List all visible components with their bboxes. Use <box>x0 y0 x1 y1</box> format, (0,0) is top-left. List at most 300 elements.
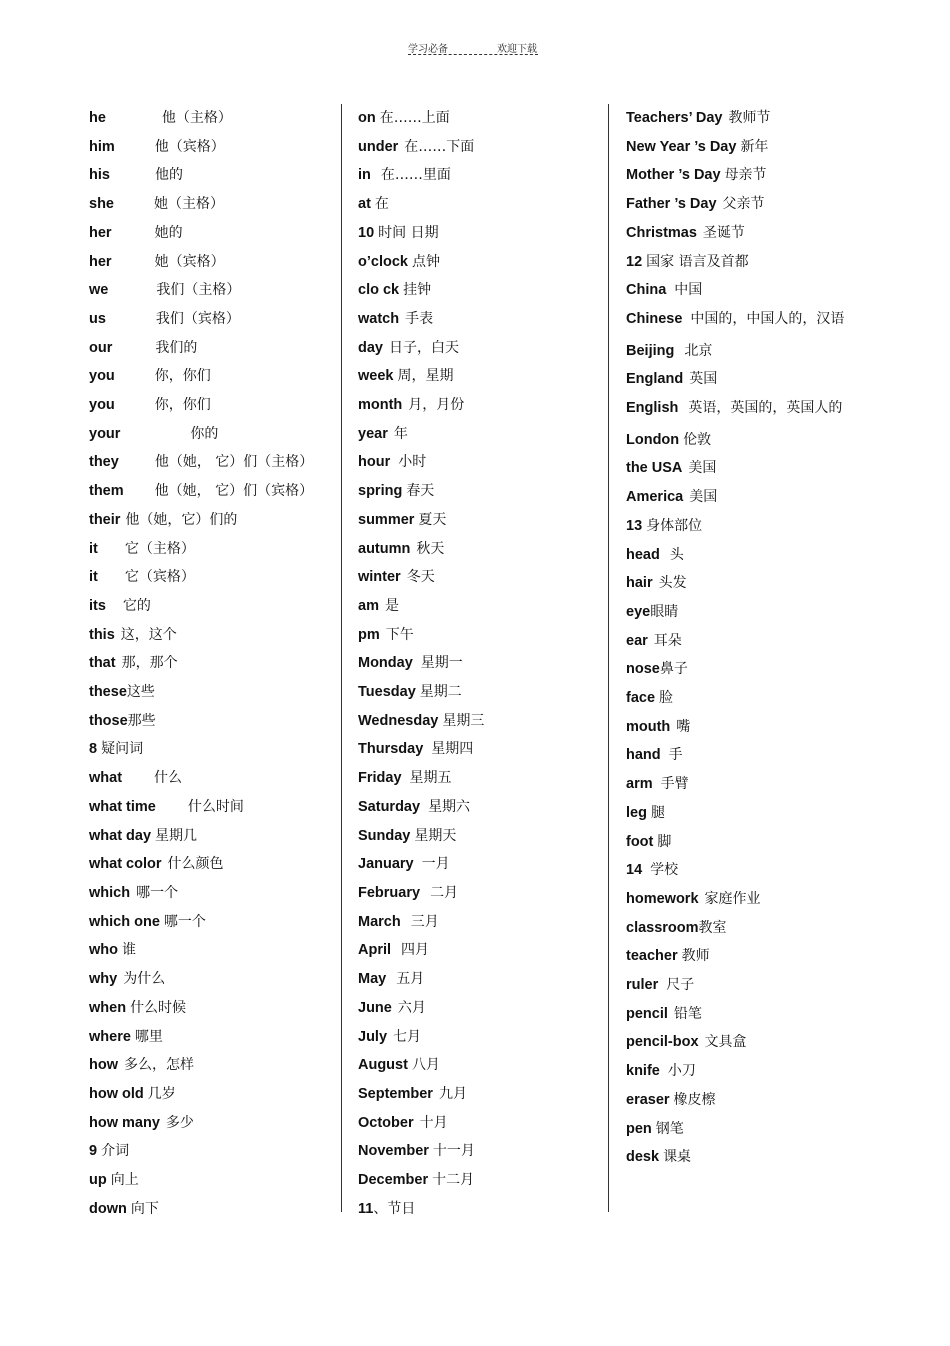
english-word: year <box>358 425 388 442</box>
chinese-meaning: 哪里 <box>134 1028 163 1045</box>
vocab-entry <box>626 1086 851 1115</box>
english-word: Father ’s Day <box>626 196 717 213</box>
chinese-meaning: 他（主格） <box>161 110 232 126</box>
chinese-meaning: 她（主格） <box>154 196 224 213</box>
english-word: which one <box>89 913 160 930</box>
english-word: homework <box>626 890 699 907</box>
english-word: leg <box>626 804 647 821</box>
english-word: at <box>358 196 371 213</box>
chinese-meaning: 什么 <box>154 770 183 787</box>
english-word: under <box>358 138 399 155</box>
english-word: May <box>358 971 387 988</box>
vocab-entry <box>626 1028 851 1057</box>
vocab-entry <box>626 365 851 394</box>
vocab-entry <box>626 133 851 162</box>
vocab-entry <box>358 535 618 564</box>
english-word: watch <box>358 310 400 327</box>
chinese-meaning: 向上 <box>110 1172 139 1189</box>
chinese-meaning: 鼻子 <box>659 661 688 678</box>
english-word: o’clock <box>358 253 408 270</box>
english-word: hand <box>626 747 661 764</box>
english-word: mouth <box>626 718 671 735</box>
vocab-entry <box>626 426 851 455</box>
vocab-entry <box>358 879 618 908</box>
chinese-meaning: 什么颜色 <box>167 856 224 873</box>
vocab-entry <box>358 1109 618 1138</box>
vocab-entry <box>358 104 618 133</box>
vocab-entry <box>626 305 851 337</box>
vocab-entry <box>358 908 618 937</box>
vocab-entry <box>626 971 851 1000</box>
vocab-entry <box>89 248 349 277</box>
chinese-meaning: 你的 <box>190 425 219 442</box>
english-word: where <box>89 1028 131 1045</box>
vocab-column-1 <box>89 104 349 1223</box>
chinese-meaning: 我们（主格） <box>156 282 241 299</box>
vocab-entry <box>358 219 618 248</box>
english-word: autumn <box>358 540 411 557</box>
english-word: am <box>358 597 379 614</box>
vocab-entry <box>89 391 349 420</box>
chinese-meaning: 五月 <box>396 971 425 988</box>
chinese-meaning: 多少 <box>165 1114 194 1131</box>
vocab-entry <box>358 161 618 190</box>
chinese-meaning: 六月 <box>397 999 426 1016</box>
english-word: these <box>89 684 127 701</box>
vocab-entry <box>358 994 618 1023</box>
english-word: it <box>89 540 98 557</box>
chinese-meaning: 课桌 <box>663 1149 692 1166</box>
vocab-entry <box>626 1143 851 1172</box>
vocab-entry <box>358 965 618 994</box>
english-word: how old <box>89 1085 144 1102</box>
english-word: how many <box>89 1114 160 1131</box>
chinese-meaning: 学校 <box>650 862 679 879</box>
chinese-meaning: 英国 <box>689 371 718 388</box>
vocab-entry <box>89 965 349 994</box>
vocab-entry <box>89 420 349 449</box>
vocab-entry <box>89 1109 349 1138</box>
chinese-meaning: 手 <box>668 747 683 764</box>
english-word: China <box>626 282 667 299</box>
chinese-meaning: 嘴 <box>676 718 691 735</box>
chinese-meaning: 谁 <box>122 942 136 959</box>
chinese-meaning: 月，月份 <box>408 397 465 414</box>
chinese-meaning: 这，这个 <box>120 626 177 643</box>
vocab-entry <box>626 276 851 305</box>
english-word: what <box>89 770 123 787</box>
english-word: this <box>89 626 115 643</box>
english-word: she <box>89 196 114 213</box>
vocab-entry <box>89 850 349 879</box>
english-word: face <box>626 690 656 707</box>
english-word: summer <box>358 511 415 528</box>
chinese-meaning: 伦敦 <box>683 431 712 448</box>
chinese-meaning: 小时 <box>398 454 427 471</box>
chinese-meaning: 在 <box>374 196 389 213</box>
header-right-text: 欢迎下载 <box>497 44 537 55</box>
chinese-meaning: 你，你们 <box>154 368 211 385</box>
chinese-meaning: 向下 <box>130 1200 159 1217</box>
chinese-meaning: 冬天 <box>406 569 435 586</box>
english-word: their <box>89 511 121 528</box>
chinese-meaning: 春天 <box>406 483 435 500</box>
vocab-entry <box>626 655 851 684</box>
vocab-entry <box>358 276 618 305</box>
vocab-entry <box>358 448 618 477</box>
vocab-entry <box>626 104 851 133</box>
vocab-entry <box>89 678 349 707</box>
english-word: they <box>89 454 119 471</box>
chinese-meaning: 星期几 <box>155 827 198 844</box>
english-word: it <box>89 569 98 586</box>
chinese-meaning: 中国的，中国人的，汉语 <box>690 310 845 327</box>
chinese-meaning: 哪一个 <box>136 884 179 901</box>
chinese-meaning: 教师节 <box>728 110 771 126</box>
english-word: eraser <box>626 1091 670 1108</box>
chinese-meaning: 星期五 <box>409 770 452 787</box>
vocab-entry <box>626 337 851 366</box>
english-word: ruler <box>626 977 659 994</box>
english-word: those <box>89 712 128 729</box>
chinese-meaning: 我们（宾格） <box>155 310 240 327</box>
chinese-meaning: 圣诞节 <box>702 224 745 241</box>
chinese-meaning: 身体部位 <box>646 517 703 534</box>
english-word: head <box>626 546 660 563</box>
vocab-entry <box>626 248 851 277</box>
vocab-entry <box>89 649 349 678</box>
vocab-entry <box>626 885 851 914</box>
english-word: London <box>626 431 680 448</box>
english-word: teacher <box>626 948 678 965</box>
english-word: them <box>89 483 124 500</box>
chinese-meaning: 它（宾格） <box>124 569 195 586</box>
chinese-meaning: 介词 <box>101 1143 130 1160</box>
vocab-entry <box>626 190 851 219</box>
chinese-meaning: 星期二 <box>419 684 462 701</box>
chinese-meaning: 你，你们 <box>154 397 211 414</box>
english-word: down <box>89 1200 127 1217</box>
chinese-meaning: 七月 <box>393 1028 422 1045</box>
english-word: October <box>358 1114 414 1131</box>
english-word: England <box>626 371 684 388</box>
english-word: 8 <box>89 741 98 758</box>
chinese-meaning: 眼睛 <box>650 603 679 620</box>
vocab-entry <box>89 1137 349 1166</box>
chinese-meaning: 下午 <box>385 626 414 643</box>
vocab-entry <box>626 541 851 570</box>
english-word: 9 <box>89 1143 98 1160</box>
english-word: 13 <box>626 517 643 534</box>
english-word: her <box>89 224 112 241</box>
chinese-meaning: 脸 <box>659 690 674 707</box>
vocab-entry <box>358 850 618 879</box>
english-word: nose <box>626 661 660 678</box>
chinese-meaning: 挂钟 <box>403 282 432 299</box>
vocab-entry <box>89 1023 349 1052</box>
chinese-meaning: 头发 <box>658 575 687 592</box>
english-word: hair <box>626 575 653 592</box>
vocab-entry <box>358 649 618 678</box>
english-word: September <box>358 1085 433 1102</box>
english-word: 12 <box>626 253 643 270</box>
english-word: 14 <box>626 862 643 879</box>
chinese-meaning: 在……下面 <box>404 138 475 155</box>
vocab-entry <box>358 1023 618 1052</box>
vocab-entry <box>358 1195 618 1224</box>
english-word: English <box>626 400 679 417</box>
english-word: who <box>89 942 118 959</box>
vocab-entry <box>358 936 618 965</box>
chinese-meaning: 手表 <box>405 310 434 327</box>
vocab-entry <box>358 1051 618 1080</box>
vocab-entry <box>89 276 349 305</box>
english-word: he <box>89 110 106 126</box>
chinese-meaning: 秋天 <box>416 540 445 557</box>
chinese-meaning: 钢笔 <box>655 1120 684 1137</box>
english-word: December <box>358 1172 429 1189</box>
chinese-meaning: 那，那个 <box>121 655 178 672</box>
vocab-entry <box>358 1137 618 1166</box>
header-left-text: 学习必备 <box>408 44 448 55</box>
chinese-meaning: 他（她，它）们的 <box>125 511 238 528</box>
vocab-entry <box>89 190 349 219</box>
english-word: our <box>89 339 113 356</box>
chinese-meaning: 哪一个 <box>163 913 206 930</box>
chinese-meaning: 美国 <box>689 489 718 506</box>
chinese-meaning: 耳朵 <box>653 632 682 649</box>
chinese-meaning: 他的 <box>154 167 183 184</box>
english-word: that <box>89 655 116 672</box>
english-word: clo ck <box>358 282 400 299</box>
chinese-meaning: 教师 <box>681 948 710 965</box>
vocab-entry <box>89 908 349 937</box>
english-word: November <box>358 1143 429 1160</box>
english-word: what color <box>89 856 162 873</box>
vocab-entry <box>89 535 349 564</box>
english-word: Saturday <box>358 798 421 815</box>
english-word: you <box>89 397 115 414</box>
chinese-meaning: 疑问词 <box>101 741 144 758</box>
chinese-meaning: 什么时候 <box>130 999 187 1016</box>
chinese-meaning: 脚 <box>657 833 672 850</box>
chinese-meaning: 教室 <box>698 919 727 936</box>
vocab-entry <box>89 1051 349 1080</box>
english-word: what day <box>89 827 152 844</box>
chinese-meaning: 周，星期 <box>397 368 454 385</box>
chinese-meaning: 英语，英国的，英国人的 <box>688 400 843 417</box>
vocab-entry <box>89 793 349 822</box>
chinese-meaning: 尺子 <box>666 977 695 994</box>
chinese-meaning: 点钟 <box>411 253 440 270</box>
english-word: your <box>89 425 121 442</box>
english-word: Christmas <box>626 224 697 241</box>
chinese-meaning: 手臂 <box>660 776 689 793</box>
vocab-entry <box>89 1080 349 1109</box>
chinese-meaning: 他（宾格） <box>154 138 225 155</box>
chinese-meaning: 腿 <box>650 804 665 821</box>
vocab-entry <box>358 133 618 162</box>
vocab-entry <box>89 506 349 535</box>
english-word: pencil-box <box>626 1034 699 1051</box>
vocab-entry <box>626 219 851 248</box>
chinese-meaning: 橡皮檫 <box>673 1091 716 1108</box>
vocab-entry <box>358 190 618 219</box>
english-word: desk <box>626 1149 660 1166</box>
english-word: pm <box>358 626 380 643</box>
vocab-entry <box>358 563 618 592</box>
english-word: Beijing <box>626 342 675 359</box>
chinese-meaning: 她（宾格） <box>154 253 225 270</box>
english-word: Monday <box>358 655 413 672</box>
english-word: in <box>358 167 371 184</box>
chinese-meaning: 小刀 <box>667 1063 696 1080</box>
chinese-meaning: 美国 <box>688 460 717 477</box>
vocab-entry <box>626 394 851 426</box>
vocab-entry <box>89 592 349 621</box>
page-header <box>408 38 538 56</box>
chinese-meaning: 星期四 <box>431 741 474 758</box>
english-word: Sunday <box>358 827 411 844</box>
vocab-entry <box>358 592 618 621</box>
chinese-meaning: 文具盒 <box>704 1034 747 1051</box>
vocab-entry <box>358 735 618 764</box>
vocab-entry <box>358 248 618 277</box>
vocab-entry <box>358 305 618 334</box>
chinese-meaning: 十一月 <box>432 1143 475 1160</box>
vocab-entry <box>89 707 349 736</box>
english-word: foot <box>626 833 654 850</box>
chinese-meaning: 年 <box>393 425 408 442</box>
chinese-meaning: 十二月 <box>432 1172 475 1189</box>
vocab-entry <box>89 1166 349 1195</box>
english-word: 10 <box>358 224 375 241</box>
vocab-entry <box>358 1080 618 1109</box>
chinese-meaning: 他（她， 它）们（宾格） <box>154 483 314 500</box>
vocab-entry <box>89 334 349 363</box>
english-word: Thursday <box>358 741 424 758</box>
english-word: on <box>358 110 376 126</box>
english-word: Mother ’s Day <box>626 167 721 184</box>
vocab-entry <box>358 477 618 506</box>
english-word: we <box>89 282 109 299</box>
vocab-entry <box>89 104 349 133</box>
english-word: Wednesday <box>358 712 439 729</box>
english-word: its <box>89 597 106 614</box>
vocab-entry <box>89 822 349 851</box>
vocab-entry <box>626 483 851 512</box>
english-word: classroom <box>626 919 699 936</box>
chinese-meaning: 为什么 <box>123 971 166 988</box>
english-word: eye <box>626 603 651 620</box>
chinese-meaning: 在……上面 <box>379 110 450 126</box>
chinese-meaning: 她的 <box>154 224 183 241</box>
chinese-meaning: 什么时间 <box>187 798 244 815</box>
vocab-entry <box>626 454 851 483</box>
vocab-entry <box>89 219 349 248</box>
chinese-meaning: 九月 <box>438 1085 467 1102</box>
vocab-entry <box>358 793 618 822</box>
vocab-entry <box>89 879 349 908</box>
chinese-meaning: 这些 <box>126 684 155 701</box>
chinese-meaning: 日子，白天 <box>389 339 459 356</box>
vocab-entry <box>626 856 851 885</box>
chinese-meaning: 中国 <box>674 282 703 299</box>
vocab-entry <box>626 713 851 742</box>
chinese-meaning: 它（主格） <box>124 540 195 557</box>
chinese-meaning: 头 <box>669 546 684 563</box>
chinese-meaning: 一月 <box>421 856 450 873</box>
chinese-meaning: 他（她， 它）们（主格） <box>154 454 314 471</box>
chinese-meaning: 四月 <box>401 942 430 959</box>
english-word: us <box>89 310 106 327</box>
english-word: him <box>89 138 115 155</box>
vocab-entry <box>358 362 618 391</box>
chinese-meaning: 那些 <box>127 712 156 729</box>
vocab-entry <box>626 1115 851 1144</box>
chinese-meaning: 星期三 <box>442 712 485 729</box>
vocab-entry <box>626 1057 851 1086</box>
vocab-entry <box>89 621 349 650</box>
english-word: April <box>358 942 392 959</box>
english-word: pencil <box>626 1005 668 1022</box>
chinese-meaning: 星期六 <box>428 798 471 815</box>
chinese-meaning: 新年 <box>740 138 769 155</box>
vocab-entry <box>626 799 851 828</box>
english-word: August <box>358 1057 408 1074</box>
chinese-meaning: 是 <box>384 597 399 614</box>
english-word: Tuesday <box>358 684 416 701</box>
english-word: month <box>358 397 403 414</box>
english-word: knife <box>626 1063 660 1080</box>
english-word: his <box>89 167 110 184</box>
english-word: Friday <box>358 770 402 787</box>
english-word: January <box>358 856 414 873</box>
vocab-entry <box>358 678 618 707</box>
english-word: arm <box>626 776 653 793</box>
english-word: when <box>89 999 127 1016</box>
chinese-meaning: 母亲节 <box>724 167 767 184</box>
vocab-entry <box>89 563 349 592</box>
vocab-entry <box>89 735 349 764</box>
english-word: 11 <box>358 1200 374 1217</box>
vocab-entry <box>358 1166 618 1195</box>
vocab-entry <box>89 362 349 391</box>
chinese-meaning: 十月 <box>419 1114 448 1131</box>
english-word: hour <box>358 454 391 471</box>
vocab-entry <box>358 764 618 793</box>
vocab-entry <box>626 598 851 627</box>
english-word: why <box>89 971 118 988</box>
chinese-meaning: 在……里面 <box>380 167 451 184</box>
chinese-meaning: 北京 <box>684 342 713 359</box>
english-word: winter <box>358 569 401 586</box>
chinese-meaning: 几岁 <box>147 1085 176 1102</box>
vocab-entry <box>89 994 349 1023</box>
vocab-entry <box>358 707 618 736</box>
vocab-entry <box>626 770 851 799</box>
vocab-entry <box>626 942 851 971</box>
vocab-entry <box>89 1195 349 1224</box>
english-word: February <box>358 884 421 901</box>
english-word: how <box>89 1057 118 1074</box>
english-word: Chinese <box>626 310 683 327</box>
vocab-entry <box>358 334 618 363</box>
chinese-meaning: 父亲节 <box>722 196 765 213</box>
chinese-meaning: 它的 <box>122 597 151 614</box>
vocab-column-2 <box>358 104 618 1223</box>
chinese-meaning: 八月 <box>411 1057 440 1074</box>
